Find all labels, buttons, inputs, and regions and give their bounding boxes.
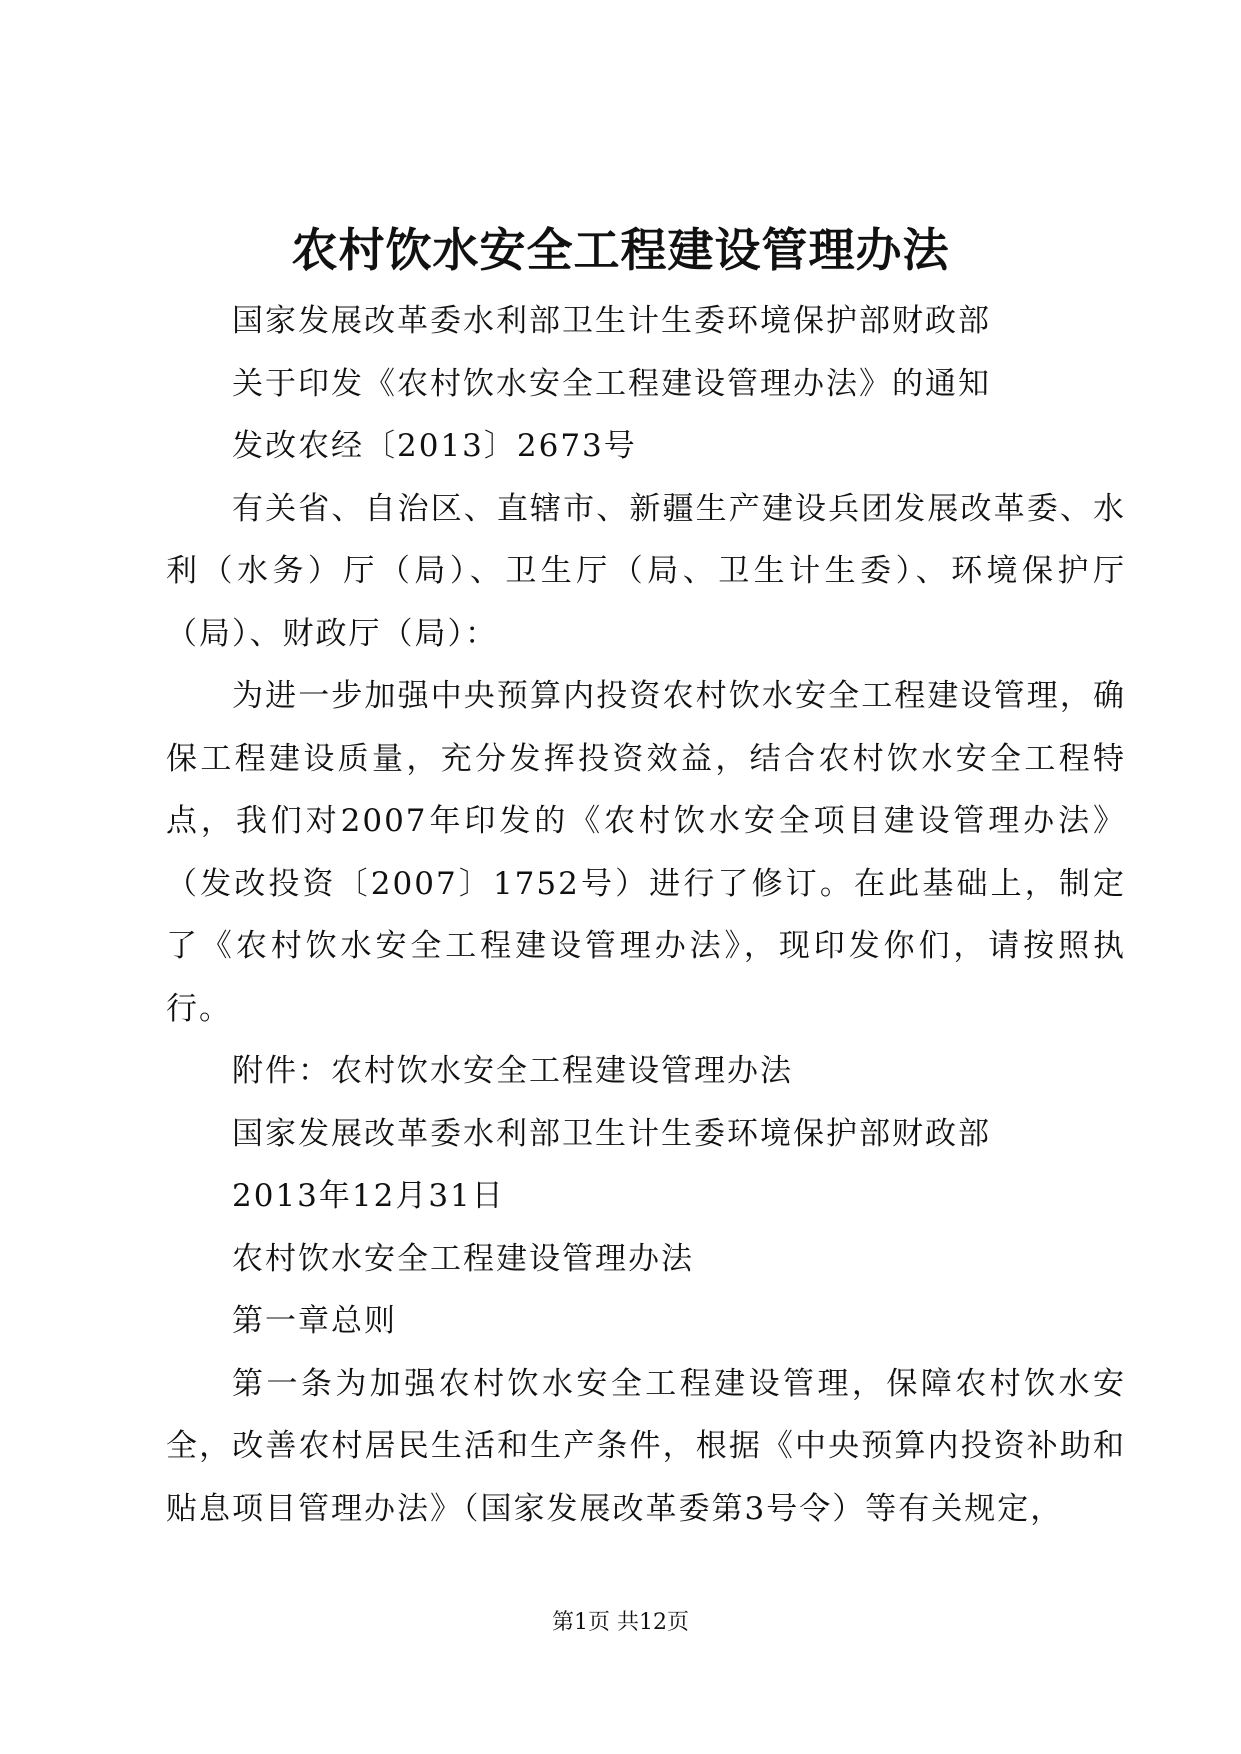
chapter-heading: 第一章总则 [232, 1303, 397, 1339]
page-footer: 第1页 共12页 [552, 1610, 689, 1635]
notice-body-paragraph: 为进一步加强中央预算内投资农村饮水安全工程建设管理，确保工程建设质量，充分发挥投资效益，结合农村饮水安全工程特点，我们对2007年印发的《农村饮水安全项目建设管理办法》（发改投资〔2007〕1752号）进行了修订。在此基础上，制定了《农村饮水安全工程建设管理办法》，现印发你们，请按照执行。 [166, 678, 1126, 1027]
notice-title: 关于印发《农村饮水安全工程建设管理办法》的通知 [232, 365, 991, 402]
attachment-line: 附件：农村饮水安全工程建设管理办法 [232, 1053, 793, 1089]
document-title: 农村饮水安全工程建设管理办法 [291, 223, 950, 277]
recipients-paragraph: 有关省、自治区、直辖市、新疆生产建设兵团发展改革委、水利（水务）厅（局）、卫生厅（局、卫生计生委）、环境保护厅（局）、财政厅（局）： [166, 490, 1126, 652]
signing-agencies: 国家发展改革委水利部卫生计生委环境保护部财政部 [232, 1115, 991, 1152]
document-number: 发改农经〔2013〕2673号 [232, 428, 637, 464]
document-body [166, 290, 1126, 1540]
document-date: 2013年12月31日 [232, 1178, 505, 1214]
article-one-paragraph: 第一条为加强农村饮水安全工程建设管理，保障农村饮水安全，改善农村居民生活和生产条件，根据《中央预算内投资补助和贴息项目管理办法》（国家发展改革委第3号令）等有关规定， [166, 1365, 1126, 1527]
attachment-title: 农村饮水安全工程建设管理办法 [232, 1240, 694, 1277]
issuing-agencies: 国家发展改革委水利部卫生计生委环境保护部财政部 [232, 303, 991, 339]
